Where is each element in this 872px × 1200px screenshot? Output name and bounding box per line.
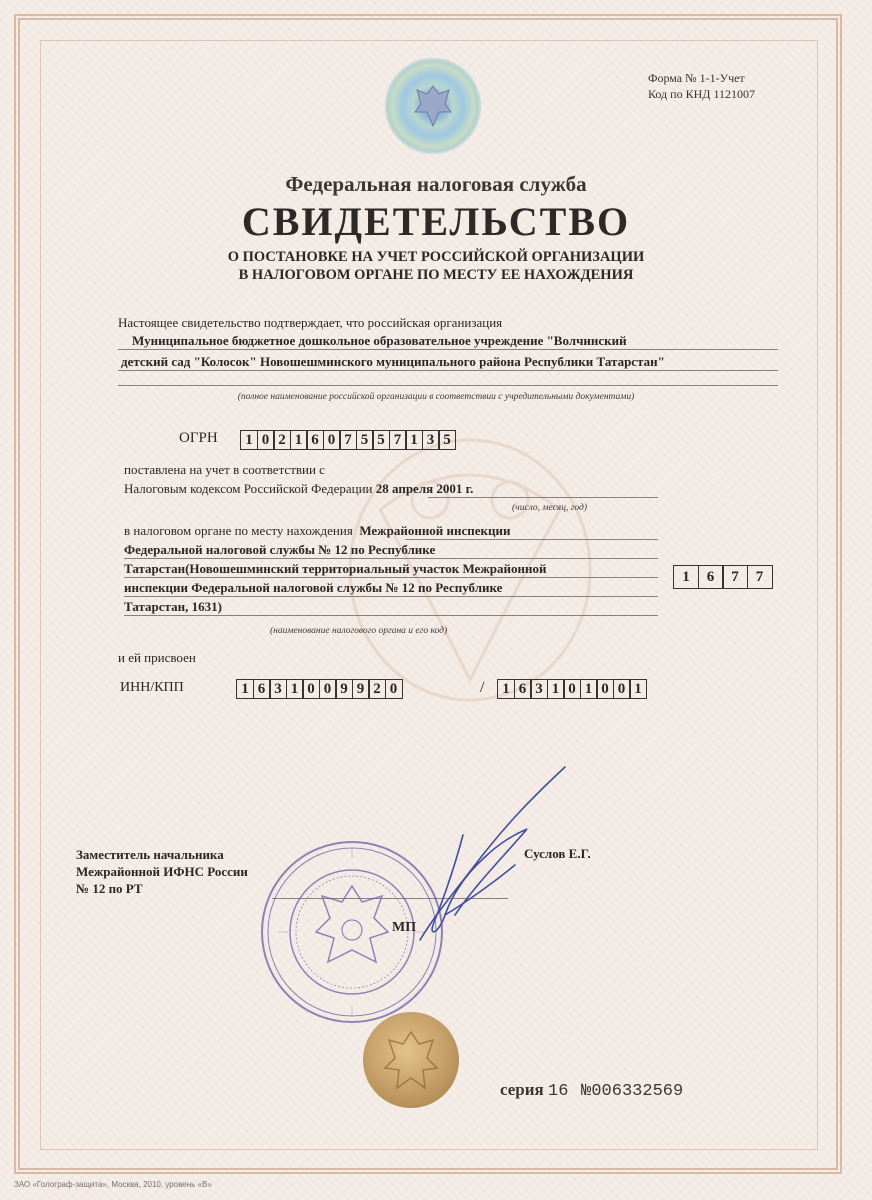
- ogrn-digit: 5: [438, 430, 456, 450]
- hologram-seal: [363, 1012, 459, 1108]
- code-digit: 7: [722, 565, 748, 589]
- inn-cells: [236, 679, 403, 699]
- inn-kpp-label: ИНН/КПП: [120, 680, 184, 695]
- ogrn-digit: 1: [405, 430, 423, 450]
- ogrn-digit: 0: [257, 430, 275, 450]
- ogrn-digit: 1: [240, 430, 258, 450]
- underline: [428, 497, 658, 498]
- underline: [118, 349, 778, 350]
- inn-digit: 0: [319, 679, 337, 699]
- tax-authority-name-line4: инспекции Федеральной налоговой службы № 12 по Республике: [124, 580, 503, 595]
- ogrn-digit: 7: [339, 430, 357, 450]
- hologram-emblem: [385, 58, 481, 154]
- inn-digit: 1: [286, 679, 304, 699]
- kpp-digit: 3: [530, 679, 548, 699]
- printer-note: ЗАО «Голограф-защита», Москва, 2010, уровень «В»: [14, 1180, 212, 1189]
- tax-authority-intro: в налоговом органе по месту нахождения Межрайонной инспекции: [124, 523, 511, 538]
- inn-digit: 6: [253, 679, 271, 699]
- series-value: 16: [548, 1082, 569, 1101]
- kpp-digit: 1: [547, 679, 565, 699]
- underline: [124, 558, 658, 559]
- kpp-digit: 0: [563, 679, 581, 699]
- document-subtitle: О ПОСТАНОВКЕ НА УЧЕТ РОССИЙСКОЙ ОРГАНИЗАЦИИ В НАЛОГОВОМ ОРГАНЕ ПО МЕСТУ ЕЕ НАХОЖДЕНИЯ: [227, 249, 645, 283]
- service-name: Федеральная налоговая служба: [285, 172, 587, 196]
- inn-digit: 0: [385, 679, 403, 699]
- underline: [124, 615, 658, 616]
- code-digit: 6: [698, 565, 724, 589]
- kpp-digit: 1: [629, 679, 647, 699]
- coat-of-arms-icon: [363, 1012, 459, 1108]
- eagle-icon: [413, 82, 453, 130]
- registration-date: 28 апреля 2001 г.: [375, 481, 474, 496]
- registration-line2: Налоговым кодексом Российской Федерации 28 апреля 2001 г.: [124, 481, 474, 496]
- underline: [118, 370, 778, 371]
- knd-code: Код по КНД 1121007: [648, 87, 755, 101]
- inn-kpp-separator: /: [480, 679, 485, 696]
- tax-authority-name-line2: Федеральной налоговой службы № 12 по Республике: [124, 542, 436, 557]
- underline: [405, 539, 658, 540]
- inn-digit: 2: [368, 679, 386, 699]
- document-number: №006332569: [581, 1082, 684, 1101]
- inn-digit: 9: [335, 679, 353, 699]
- tax-authority-name-line5: Татарстан, 1631): [124, 599, 222, 614]
- inn-digit: 3: [269, 679, 287, 699]
- inn-digit: 9: [352, 679, 370, 699]
- inn-digit: 0: [302, 679, 320, 699]
- series-label: серия: [500, 1080, 544, 1099]
- ogrn-digit: 3: [422, 430, 440, 450]
- form-info: [648, 70, 755, 102]
- kpp-digit: 0: [613, 679, 631, 699]
- kpp-digit: 1: [497, 679, 515, 699]
- inn-digit: 1: [236, 679, 254, 699]
- assigned-label: и ей присвоен: [118, 650, 196, 665]
- kpp-digit: 6: [514, 679, 532, 699]
- tax-authority-name-line3: Татарстан(Новошешминский территориальный участок Межрайонной: [124, 561, 547, 576]
- code-digit: 1: [673, 565, 699, 589]
- ogrn-digit: 6: [306, 430, 324, 450]
- kpp-digit: 1: [580, 679, 598, 699]
- organization-name-hint: (полное наименование российской организации в соответствии с учредительными документами): [237, 392, 635, 402]
- organization-intro: Настоящее свидетельство подтверждает, что российская организация: [118, 315, 503, 330]
- ogrn-digit: 7: [389, 430, 407, 450]
- underline: [124, 596, 658, 597]
- ogrn-digit: 5: [372, 430, 390, 450]
- ogrn-cells: [240, 430, 456, 450]
- underline: [118, 385, 778, 386]
- tax-authority-code-cells: [673, 565, 773, 589]
- ogrn-digit: 0: [323, 430, 341, 450]
- code-digit: 7: [747, 565, 773, 589]
- organization-name-line1: Муниципальное бюджетное дошкольное образовательное учреждение "Волчинский: [132, 333, 627, 348]
- signatory-position: Заместитель начальника Межрайонной ИФНС России № 12 по РТ: [76, 847, 248, 896]
- tax-authority-hint: (наименование налогового органа и его код): [270, 626, 448, 636]
- ogrn-label: ОГРН: [179, 430, 218, 446]
- document-series: [500, 1080, 683, 1101]
- form-number: Форма № 1-1-Учет: [648, 71, 745, 85]
- registration-line1: поставлена на учет в соответствии с: [124, 462, 325, 477]
- kpp-cells: [497, 679, 647, 699]
- tax-authority-name-line1: Межрайонной инспекции: [359, 523, 511, 538]
- ogrn-digit: 1: [290, 430, 308, 450]
- signatory-name: Суслов Е.Г.: [524, 846, 591, 861]
- seal-place-mark: МП: [392, 920, 417, 935]
- ogrn-digit: 2: [273, 430, 291, 450]
- document-title: СВИДЕТЕЛЬСТВО: [241, 199, 631, 244]
- organization-name-line2: детский сад "Колосок" Новошешминского муниципального района Республики Татарстан": [121, 354, 665, 369]
- ogrn-digit: 5: [356, 430, 374, 450]
- kpp-digit: 0: [596, 679, 614, 699]
- date-hint: (число, месяц, год): [512, 503, 588, 513]
- underline: [124, 577, 658, 578]
- handwritten-signature: [415, 765, 585, 965]
